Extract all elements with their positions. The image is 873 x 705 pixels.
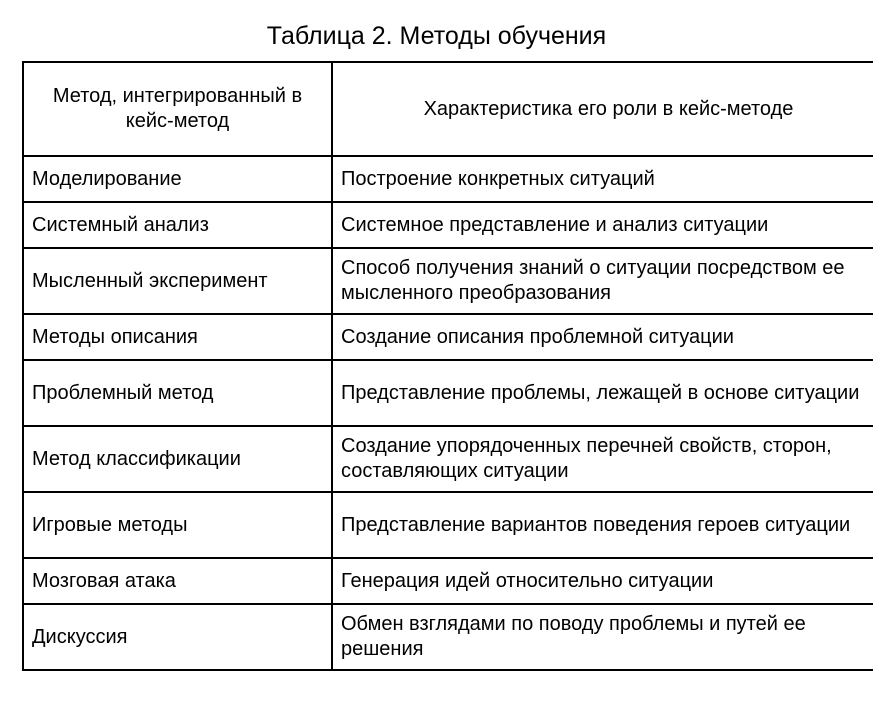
- role-cell: Генерация идей относительно ситуации: [332, 558, 873, 604]
- method-cell: Методы описания: [23, 314, 332, 360]
- table-row: [23, 604, 873, 670]
- role-cell: Создание упорядоченных перечней свойств, сторон, составляющих ситуации: [332, 426, 873, 492]
- page-title: Таблица 2. Методы обучения: [266, 22, 607, 50]
- table-row: [23, 156, 873, 202]
- role-cell: Обмен взглядами по поводу проблемы и путей ее решения: [332, 604, 873, 670]
- role-cell: Системное представление и анализ ситуации: [332, 202, 873, 248]
- method-cell: Игровые методы: [23, 492, 332, 558]
- method-cell: Дискуссия: [23, 604, 332, 670]
- method-cell: Метод классификации: [23, 426, 332, 492]
- methods-table: [22, 61, 873, 671]
- role-cell: Представление вариантов поведения героев ситуации: [332, 492, 873, 558]
- table-row: [23, 558, 873, 604]
- role-cell: Способ получения знаний о ситуации посредством ее мысленного преобразования: [332, 248, 873, 314]
- table-row: [23, 492, 873, 558]
- role-cell: Создание описания проблемной ситуации: [332, 314, 873, 360]
- table-row: [23, 426, 873, 492]
- method-cell: Моделирование: [23, 156, 332, 202]
- table-row: [23, 360, 873, 426]
- role-cell: Построение конкретных ситуаций: [332, 156, 873, 202]
- table-row: [23, 314, 873, 360]
- method-cell: Мозговая атака: [23, 558, 332, 604]
- method-cell: Системный анализ: [23, 202, 332, 248]
- method-cell: Мысленный эксперимент: [23, 248, 332, 314]
- role-cell: Представление проблемы, лежащей в основе ситуации: [332, 360, 873, 426]
- header-method: Метод, интегрированный в кейс-метод: [23, 62, 332, 156]
- table-header-row: [23, 62, 873, 156]
- header-role: Характеристика его роли в кейс-методе: [332, 62, 873, 156]
- method-cell: Проблемный метод: [23, 360, 332, 426]
- table-row: [23, 202, 873, 248]
- table-row: [23, 248, 873, 314]
